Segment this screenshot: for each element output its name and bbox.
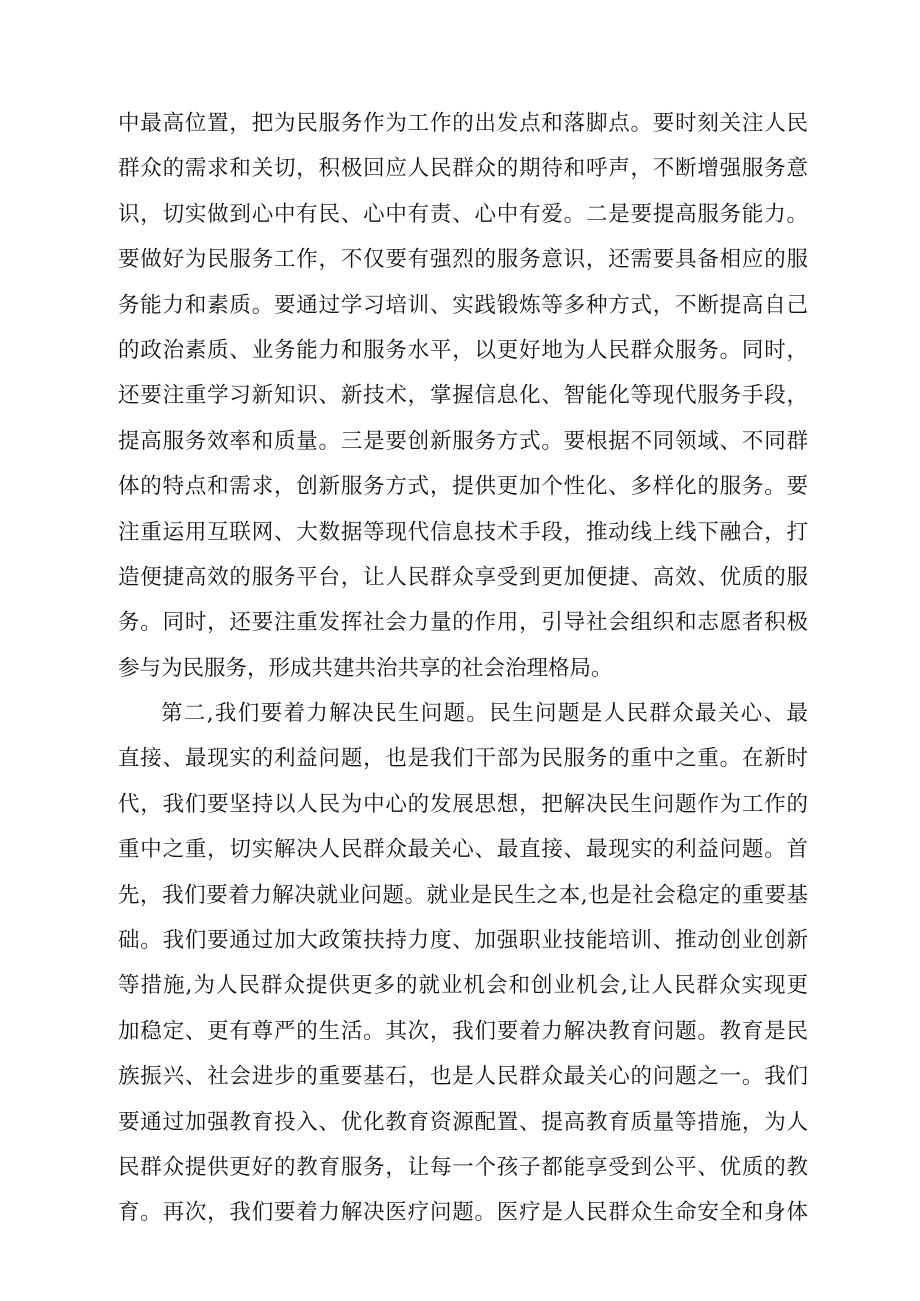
- text-line: 第二,我们要着力解决民生问题。民生问题是人民群众最关心、最: [161, 701, 808, 727]
- text-line: 的政治素质、业务能力和服务水平，以更好地为人民群众服务。同时，: [118, 337, 808, 363]
- text-line: 识，切实做到心中有民、心中有责、心中有爱。二是要提高服务能力。: [118, 201, 808, 227]
- text-line: 等措施,为人民群众提供更多的就业机会和创业机会,让人民群众实现更: [118, 973, 808, 999]
- text-line: 要通过加强教育投入、优化教育资源配置、提高教育质量等措施，为人: [118, 1109, 808, 1135]
- text-line: 务能力和素质。要通过学习培训、实践锻炼等多种方式，不断提高自己: [118, 292, 808, 318]
- text-line: 中最高位置，把为民服务作为工作的出发点和落脚点。要时刻关注人民: [118, 111, 808, 136]
- body-text: [118, 101, 808, 1236]
- text-line: 加稳定、更有尊严的生活。其次，我们要着力解决教育问题。教育是民: [118, 1018, 808, 1044]
- text-line: 务。同时，还要注重发挥社会力量的作用，引导社会组织和志愿者积极: [118, 610, 808, 636]
- text-line: 注重运用互联网、大数据等现代信息技术手段，推动线上线下融合，打: [118, 519, 808, 545]
- text-line: 代，我们要坚持以人民为中心的发展思想，把解决民生问题作为工作的: [118, 791, 808, 817]
- text-line: 提高服务效率和质量。三是要创新服务方式。要根据不同领域、不同群: [118, 428, 808, 454]
- text-line: 先，我们要着力解决就业问题。就业是民生之本,也是社会稳定的重要基: [118, 882, 808, 908]
- text-line: 造便捷高效的服务平台，让人民群众享受到更加便捷、高效、优质的服: [118, 564, 808, 590]
- text-line: 群众的需求和关切，积极回应人民群众的期待和呼声，不断增强服务意: [118, 156, 808, 182]
- text-line: 参与为民服务，形成共建共治共享的社会治理格局。: [118, 655, 613, 681]
- text-line: 还要注重学习新知识、新技术，掌握信息化、智能化等现代服务手段，: [118, 383, 808, 409]
- text-line: 民群众提供更好的教育服务，让每一个孩子都能享受到公平、优质的教: [118, 1154, 808, 1180]
- text-line: 体的特点和需求，创新服务方式，提供更加个性化、多样化的服务。要: [118, 474, 808, 500]
- text-line: 础。我们要通过加大政策扶持力度、加强职业技能培训、推动创业创新: [118, 928, 808, 954]
- text-line: 要做好为民服务工作，不仅要有强烈的服务意识，还需要具备相应的服: [118, 247, 808, 273]
- text-line: 直接、最现实的利益问题，也是我们干部为民服务的重中之重。在新时: [118, 746, 808, 772]
- text-line: 重中之重，切实解决人民群众最关心、最直接、最现实的利益问题。首: [118, 837, 808, 863]
- text-line: 育。再次，我们要着力解决医疗问题。医疗是人民群众生命安全和身体: [118, 1200, 808, 1226]
- text-line: 族振兴、社会进步的重要基石，也是人民群众最关心的问题之一。我们: [118, 1064, 808, 1090]
